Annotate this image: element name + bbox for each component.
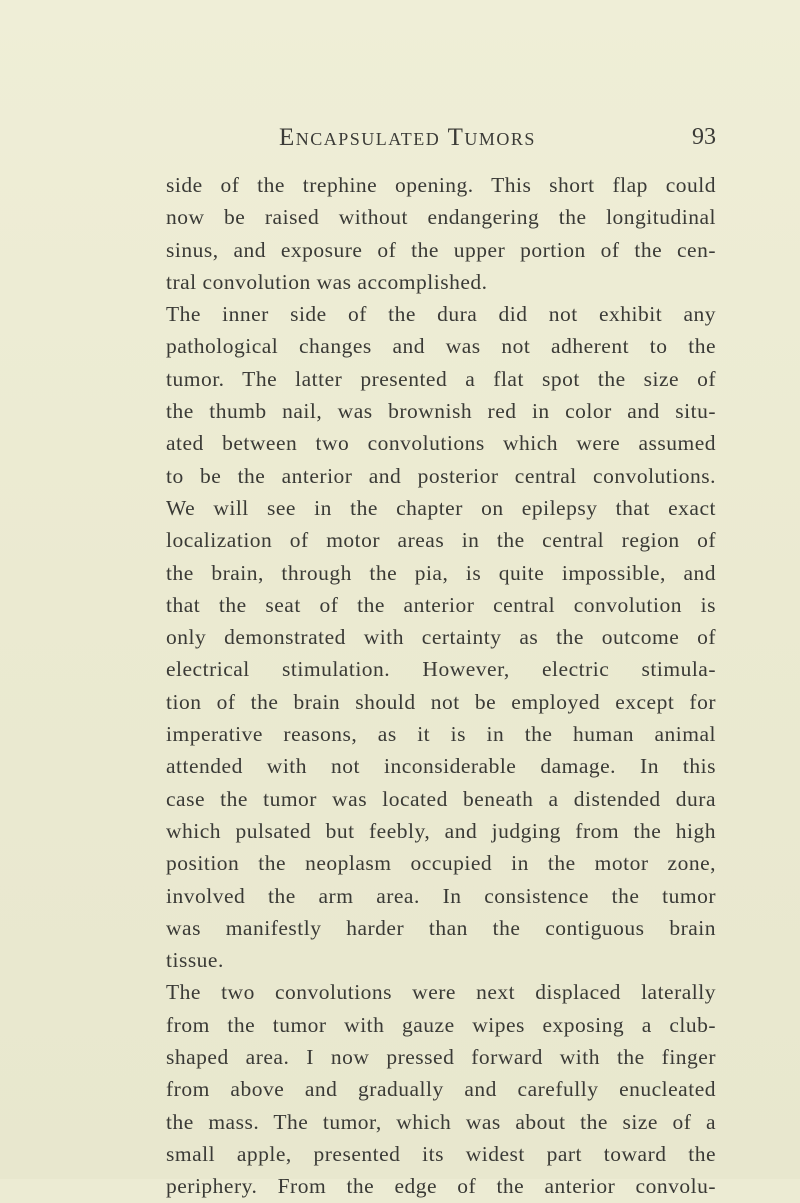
text-line: electrical stimulation. However, electric stimula- <box>166 657 716 682</box>
text-line: periphery. From the edge of the anterior convolu- <box>166 1174 716 1199</box>
text-line: from above and gradually and carefully enucleated <box>166 1077 716 1102</box>
body-text <box>166 169 716 1203</box>
text-line: shaped area. I now pressed forward with the finger <box>166 1045 716 1070</box>
text-line: ated between two convolutions which were assumed <box>166 431 716 456</box>
running-title: Encapsulated Tumors <box>279 124 536 151</box>
text-line: imperative reasons, as it is in the human animal <box>166 722 716 747</box>
text-line: attended with not inconsiderable damage. In this <box>166 754 716 779</box>
text-line: which pulsated but feebly, and judging from the high <box>166 818 716 843</box>
page-number: 93 <box>692 124 716 150</box>
text-line: small apple, presented its widest part toward the <box>166 1141 716 1166</box>
text-line: The inner side of the dura did not exhibit any <box>166 302 716 327</box>
text-line: We will see in the chapter on epilepsy that exact <box>166 495 716 520</box>
text-line: The two convolutions were next displaced laterally <box>166 980 716 1005</box>
text-line: involved the arm area. In consistence the tumor <box>166 883 716 908</box>
text-line: sinus, and exposure of the upper portion of the cen- <box>166 237 716 262</box>
text-line: now be raised without endangering the longitudinal <box>166 205 716 230</box>
text-line: that the seat of the anterior central convolution is <box>166 592 716 617</box>
text-line: position the neoplasm occupied in the motor zone, <box>166 851 716 876</box>
text-line: tumor. The latter presented a flat spot the size of <box>166 366 716 391</box>
text-line: case the tumor was located beneath a distended dura <box>166 786 716 811</box>
text-line: only demonstrated with certainty as the outcome of <box>166 625 716 650</box>
text-line: pathological changes and was not adherent to the <box>166 334 716 359</box>
text-line: tissue. <box>166 948 224 973</box>
text-line: the brain, through the pia, is quite impossible, and <box>166 560 716 585</box>
text-line: localization of motor areas in the central region of <box>166 528 716 553</box>
text-line: to be the anterior and posterior central convolutions. <box>166 463 716 488</box>
text-line: from the tumor with gauze wipes exposing a club- <box>166 1012 716 1037</box>
text-line: tion of the brain should not be employed except for <box>166 689 716 714</box>
text-line: was manifestly harder than the contiguous brain <box>166 915 716 940</box>
running-head <box>160 124 716 154</box>
text-line: side of the trephine opening. This short flap could <box>166 173 716 197</box>
text-line: the mass. The tumor, which was about the size of a <box>166 1109 716 1134</box>
text-line: tral convolution was accomplished. <box>166 269 488 294</box>
text-line: the thumb nail, was brownish red in color and situ- <box>166 399 716 424</box>
